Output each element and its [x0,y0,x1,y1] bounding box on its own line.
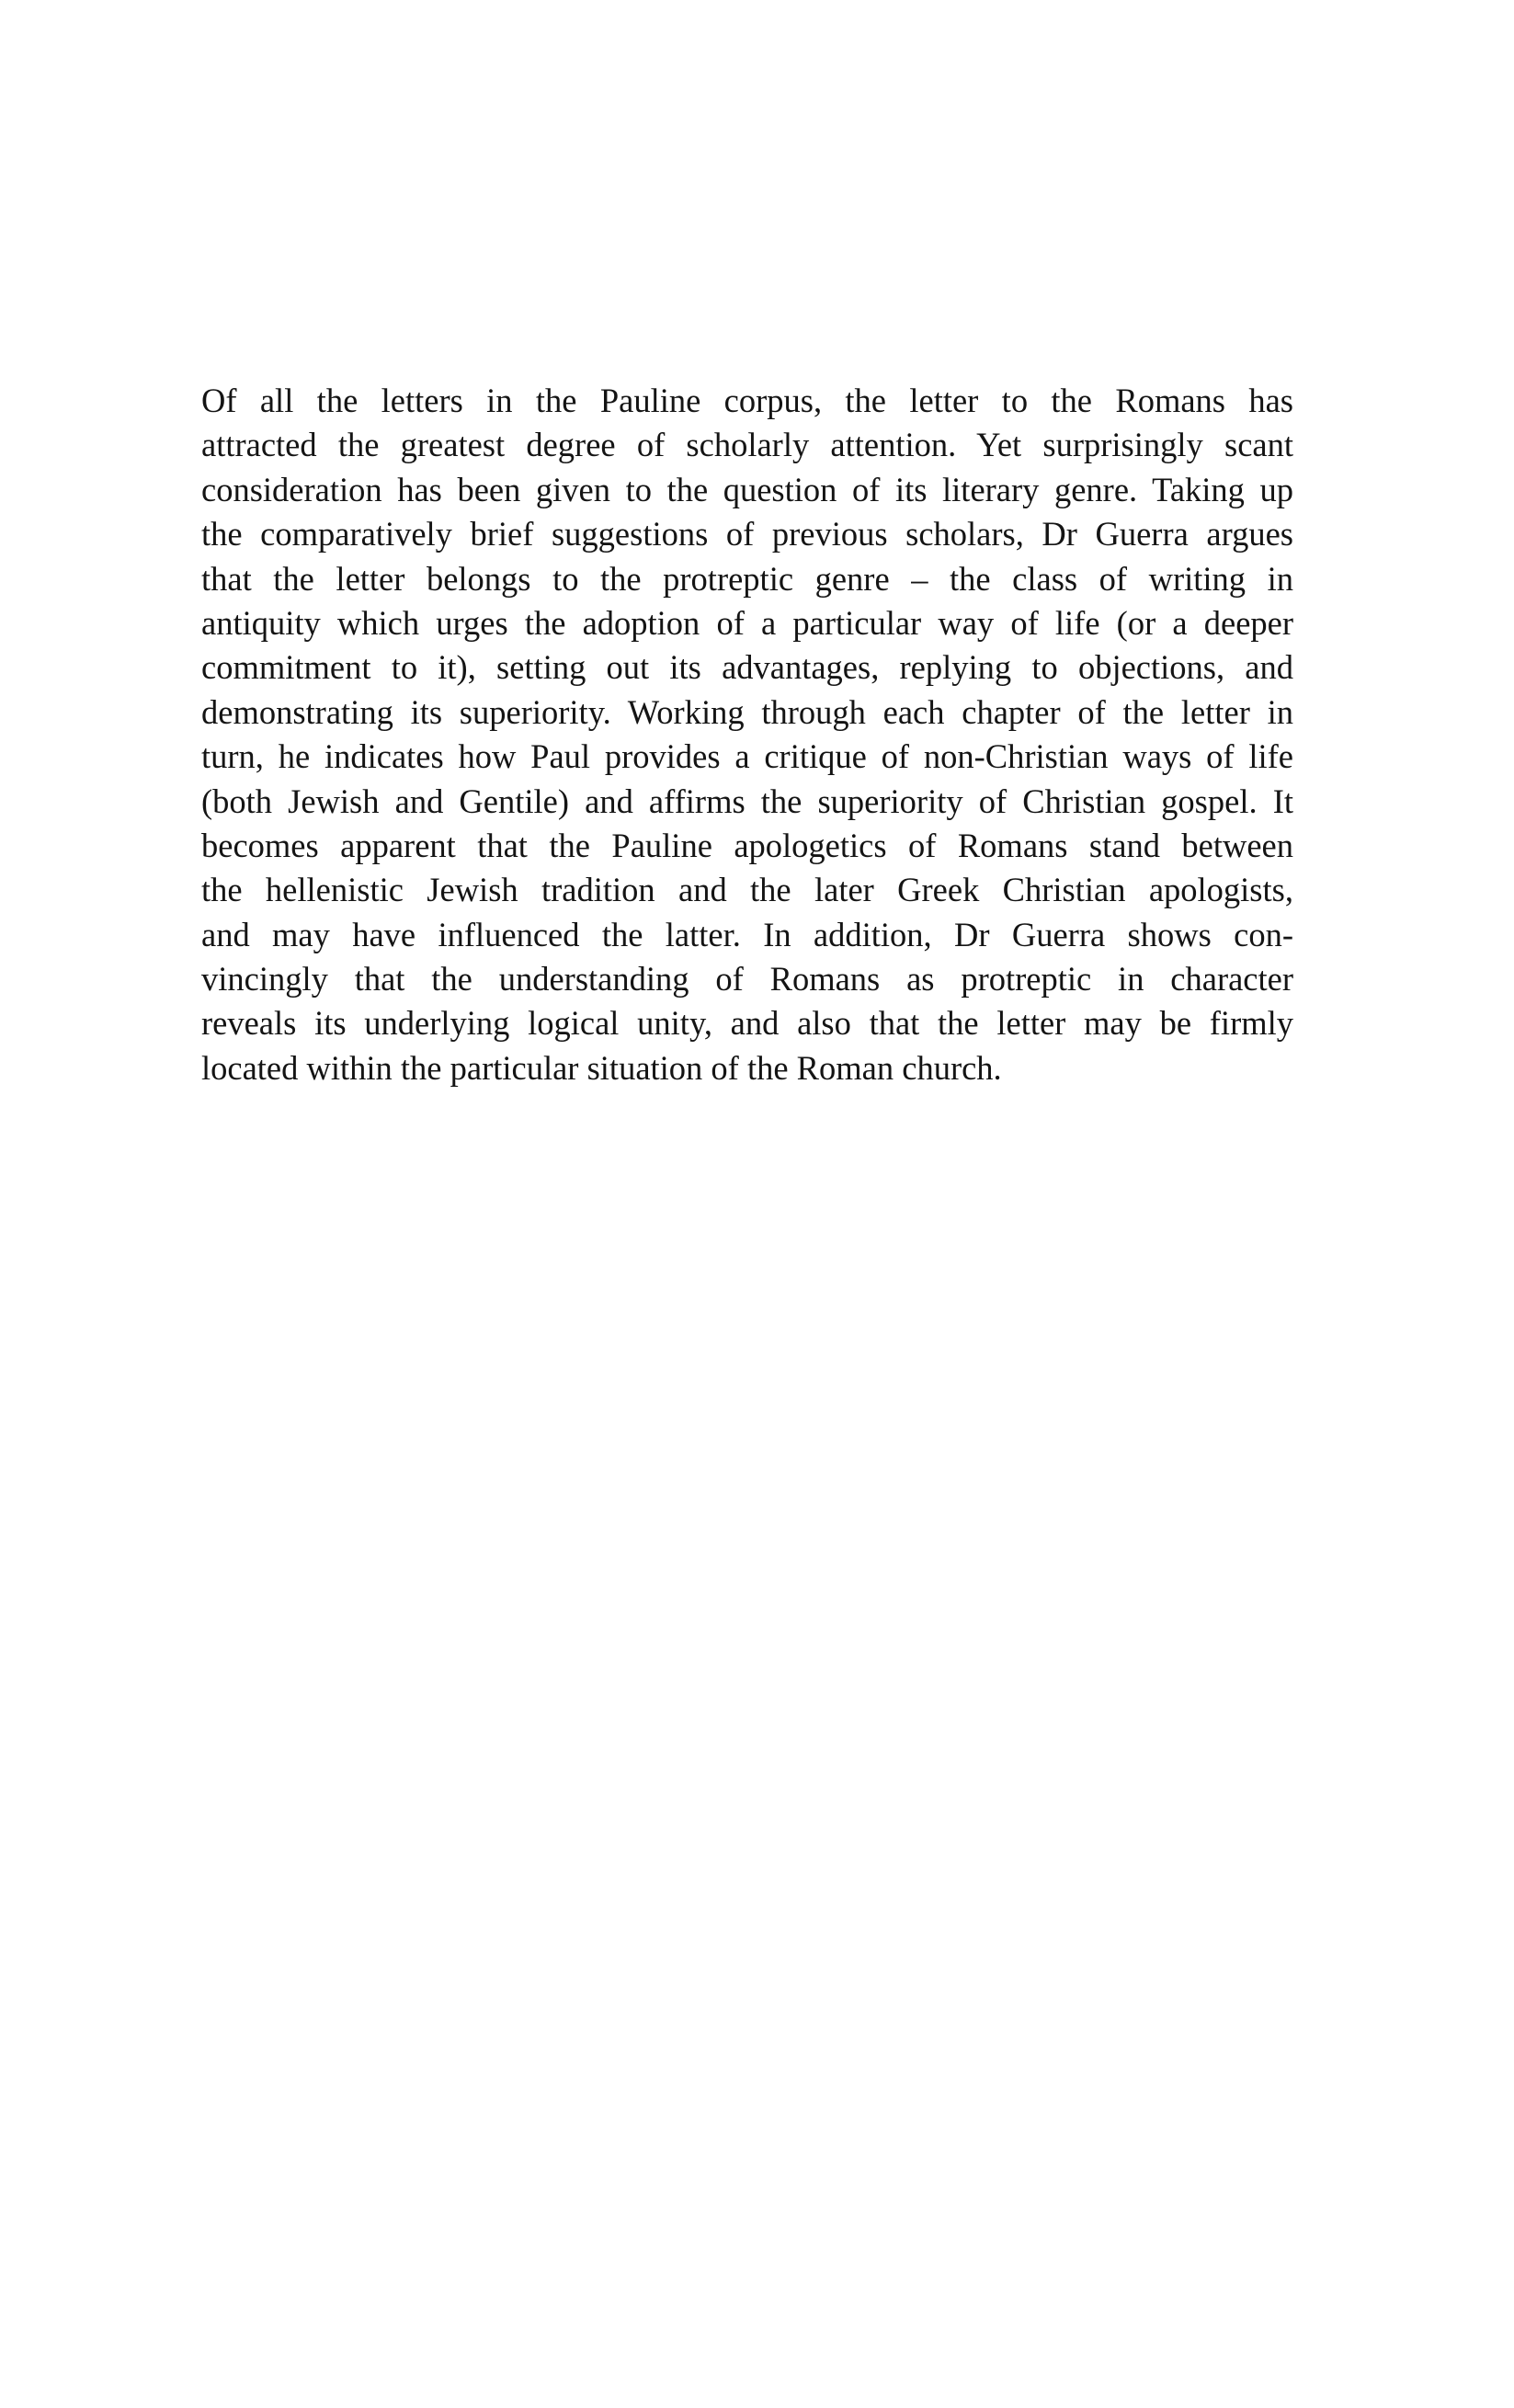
text-line: Of all the letters in the Pauline corpus, the letter to the Romans has [201,382,1293,419]
text-line: that the letter belongs to the protreptic genre – the class of writing in [201,559,1293,598]
text-line: (both Jewish and Gentile) and affirms the superiority of Christian gospel. It [201,782,1293,820]
text-line: reveals its underlying logical unity, and also that the letter may be firmly [201,1004,1293,1043]
text-line: the comparatively brief suggestions of previous scholars, Dr Guerra argues [201,515,1293,553]
text-line: antiquity which urges the adoption of a particular way of life (or a deeper [201,603,1293,642]
text-line: consideration has been given to the question of its literary genre. Taking up [201,470,1293,508]
blurb-paragraph [201,379,1293,1090]
text-line: becomes apparent that the Pauline apologetics of Romans stand between [201,826,1293,864]
text-line: commitment to it), setting out its advantages, replying to objections, and [201,648,1293,687]
text-line: turn, he indicates how Paul provides a critique of non-Christian ways of life [201,737,1293,776]
text-line: vincingly that the understanding of Romans as protreptic in character [201,960,1293,999]
text-line: demonstrating its superiority. Working through each chapter of the letter in [201,692,1293,731]
text-line: attracted the greatest degree of scholarly attention. Yet surprisingly scant [201,426,1293,464]
text-line: located within the particular situation of the Roman church. [201,1048,1002,1087]
text-line: and may have influenced the latter. In addition, Dr Guerra shows con- [201,915,1293,953]
text-line: the hellenistic Jewish tradition and the later Greek Christian apologists, [201,871,1293,909]
